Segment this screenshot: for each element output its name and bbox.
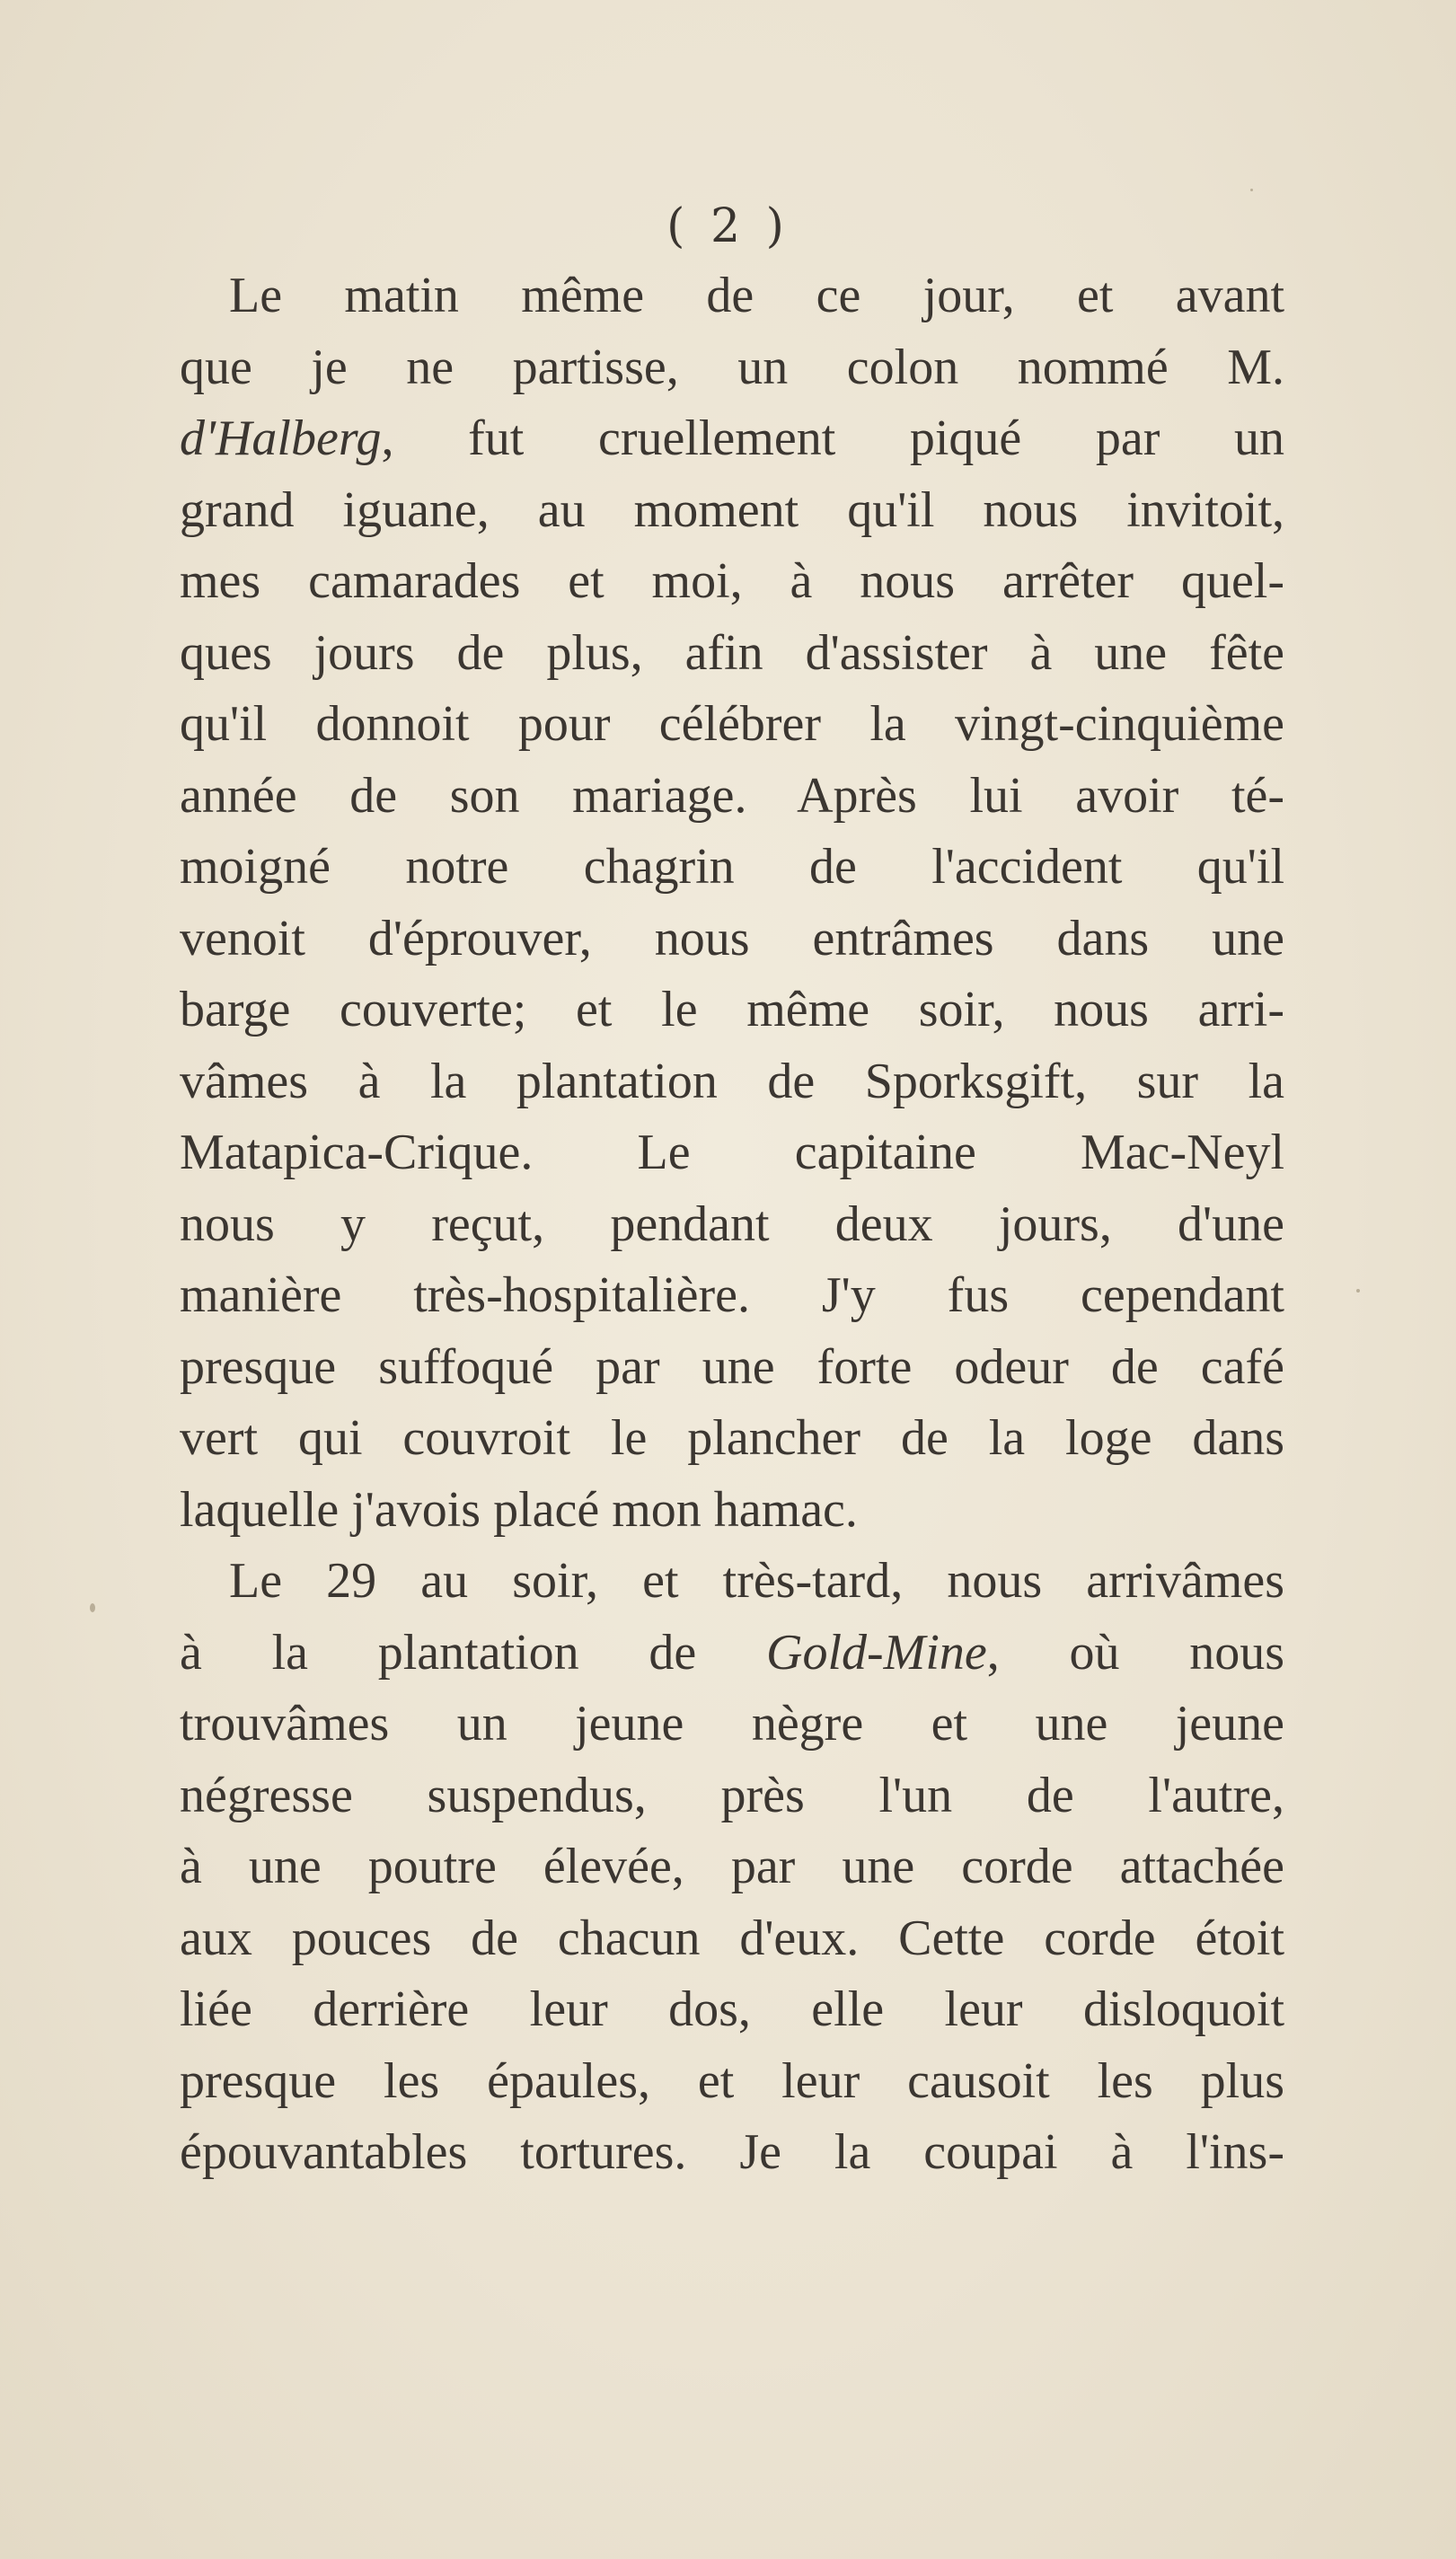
text-line: manière très-hospitalière. J'y fus cependant <box>180 1267 1284 1323</box>
text-line <box>180 1618 1284 1690</box>
paragraph-1 <box>180 260 1284 1546</box>
text-line <box>180 403 1284 475</box>
person-name: d'Halberg <box>180 410 382 466</box>
body-text <box>180 260 1284 2189</box>
text-line: qu'il donnoit pour célébrer la vingt-cinquième <box>180 696 1284 752</box>
paragraph-2 <box>180 1546 1284 2189</box>
text-line: venoit d'éprouver, nous entrâmes dans une <box>180 910 1284 966</box>
page-number: ( 2 ) <box>666 199 790 253</box>
text-line: vâmes à la plantation de Sporksgift, sur la <box>180 1053 1284 1109</box>
text-line: à une poutre élevée, par une corde attachée <box>180 1839 1284 1894</box>
text-line: que je ne partisse, un colon nommé M. <box>180 339 1284 395</box>
text-line: année de son mariage. Après lui avoir té- <box>180 767 1284 824</box>
text-line: vert qui couvroit le plancher de la loge dans <box>180 1410 1284 1466</box>
text-line: presque les épaules, et leur causoit les plus <box>180 2052 1284 2109</box>
text-span: , fut cruellement piqué par un <box>381 410 1284 466</box>
text-span: , où nous <box>986 1624 1284 1681</box>
text-line: nous y reçut, pendant deux jours, d'une <box>180 1196 1284 1252</box>
text-line: négresse suspendus, près l'un de l'autre, <box>180 1767 1284 1823</box>
text-line: trouvâmes un jeune nègre et une jeune <box>180 1696 1284 1752</box>
text-line: grand iguane, au moment qu'il nous invitoit, <box>180 481 1284 538</box>
paper-speck <box>1250 189 1253 191</box>
text-line: mes camarades et moi, à nous arrêter quel- <box>180 553 1284 609</box>
text-line: Le matin même de ce jour, et avant <box>229 268 1284 323</box>
text-line: barge couverte; et le même soir, nous arri- <box>180 982 1284 1037</box>
plantation-name: Gold-Mine <box>766 1624 987 1681</box>
text-span: à la plantation de <box>180 1624 697 1681</box>
text-line: aux pouces de chacun d'eux. Cette corde étoit <box>180 1910 1284 1966</box>
text-line: moigné notre chagrin de l'accident qu'il <box>180 839 1284 895</box>
text-line: épouvantables tortures. Je la coupai à l'ins- <box>180 2124 1284 2180</box>
paper-speck <box>90 1603 95 1612</box>
text-line: ques jours de plus, afin d'assister à une fête <box>180 624 1284 681</box>
text-line: Le 29 au soir, et très-tard, nous arrivâmes <box>229 1553 1284 1609</box>
text-line: laquelle j'avois placé mon hamac. <box>180 1481 858 1538</box>
text-line: presque suffoqué par une forte odeur de café <box>180 1338 1284 1395</box>
text-line: Matapica-Crique. Le capitaine Mac-Neyl <box>180 1125 1284 1180</box>
paper-speck <box>1356 1289 1360 1293</box>
text-line: liée derrière leur dos, elle leur disloquoit <box>180 1981 1284 2037</box>
